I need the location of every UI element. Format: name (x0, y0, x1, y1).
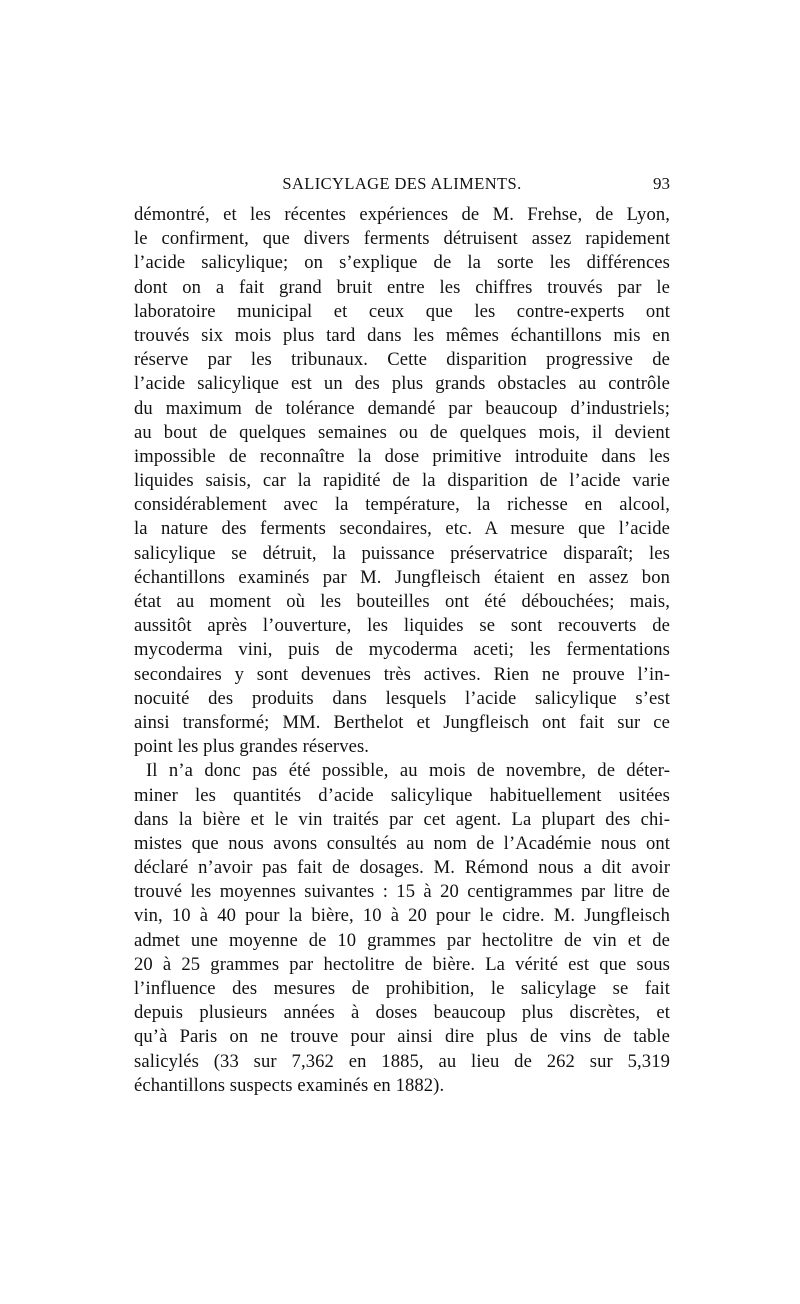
text-line: miner les quantités d’acide salicylique habituellement usitées (134, 784, 670, 806)
running-head (134, 172, 670, 196)
text-line: démontré, et les récentes expériences de M. Frehse, de Lyon, (134, 204, 670, 225)
page-number: 93 (653, 174, 670, 193)
text-line: mistes que nous avons consultés au nom de l’Académie nous ont (134, 832, 670, 854)
text-line: ainsi transformé; MM. Berthelot et Jungfleisch ont fait sur ce (134, 711, 670, 733)
text-line: trouvés six mois plus tard dans les mêmes échantillons mis en (134, 324, 670, 346)
text-line: dont on a fait grand bruit entre les chiffres trouvés par le (134, 276, 670, 298)
body-text (134, 203, 670, 1098)
text-line: salicylique se détruit, la puissance préservatrice disparaît; les (134, 542, 670, 564)
paragraph-end-line: échantillons suspects examinés en 1882). (134, 1074, 445, 1096)
text-line: déclaré n’avoir pas fait de dosages. M. Rémond nous a dit avoir (134, 857, 670, 879)
text-line: laboratoire municipal et ceux que les contre-experts ont (134, 300, 670, 322)
text-line: réserve par les tribunaux. Cette disparition progressive de (134, 349, 670, 371)
text-line: considérablement avec la température, la richesse en alcool, (134, 494, 670, 516)
text-line: l’acide salicylique est un des plus grands obstacles au contrôle (134, 373, 670, 395)
text-line: au bout de quelques semaines ou de quelques mois, il devient (134, 421, 670, 443)
text-line: l’acide salicylique; on s’explique de la sorte les différences (134, 252, 670, 274)
text-line: du maximum de tolérance demandé par beaucoup d’industriels; (134, 397, 670, 419)
text-line: depuis plusieurs années à doses beaucoup plus discrètes, et (134, 1002, 670, 1024)
text-line: le confirment, que divers ferments détruisent assez rapidement (134, 228, 670, 250)
text-line: nocuité des produits dans lesquels l’acide salicylique s’est (134, 687, 670, 709)
text-line: trouvé les moyennes suivantes : 15 à 20 centigrammes par litre de (134, 881, 670, 903)
text-line: mycoderma vini, puis de mycoderma aceti; les fermentations (134, 639, 670, 661)
text-line: admet une moyenne de 10 grammes par hectolitre de vin et de (134, 929, 670, 951)
text-line: liquides saisis, car la rapidité de la disparition de l’acide varie (134, 470, 670, 492)
text-line: impossible de reconnaître la dose primitive introduite dans les (134, 445, 670, 467)
text-line: dans la bière et le vin traités par cet agent. La plupart des chi- (134, 808, 670, 830)
text-line: aussitôt après l’ouverture, les liquides se sont recouverts de (134, 615, 670, 637)
paragraph-start-line: Il n’a donc pas été possible, au mois de novembre, de déter- (146, 760, 670, 782)
text-line: la nature des ferments secondaires, etc. A mesure que l’acide (134, 518, 670, 540)
paragraph-end-line: point les plus grandes réserves. (134, 736, 370, 758)
text-line: 20 à 25 grammes par hectolitre de bière. La vérité est que sous (134, 953, 670, 975)
text-line: état au moment où les bouteilles ont été débouchées; mais, (134, 591, 670, 612)
text-line: qu’à Paris on ne trouve pour ainsi dire plus de vins de table (134, 1026, 670, 1048)
running-title: SALICYLAGE DES ALIMENTS. (282, 174, 522, 193)
text-line: échantillons examinés par M. Jungfleisch étaient en assez bon (134, 566, 670, 588)
text-line: secondaires y sont devenues très actives. Rien ne prouve l’in- (134, 663, 670, 685)
text-line: vin, 10 à 40 pour la bière, 10 à 20 pour le cidre. M. Jungfleisch (134, 905, 670, 927)
text-line: l’influence des mesures de prohibition, le salicylage se fait (134, 978, 670, 999)
text-line: salicylés (33 sur 7,362 en 1885, au lieu de 262 sur 5,319 (134, 1050, 670, 1072)
